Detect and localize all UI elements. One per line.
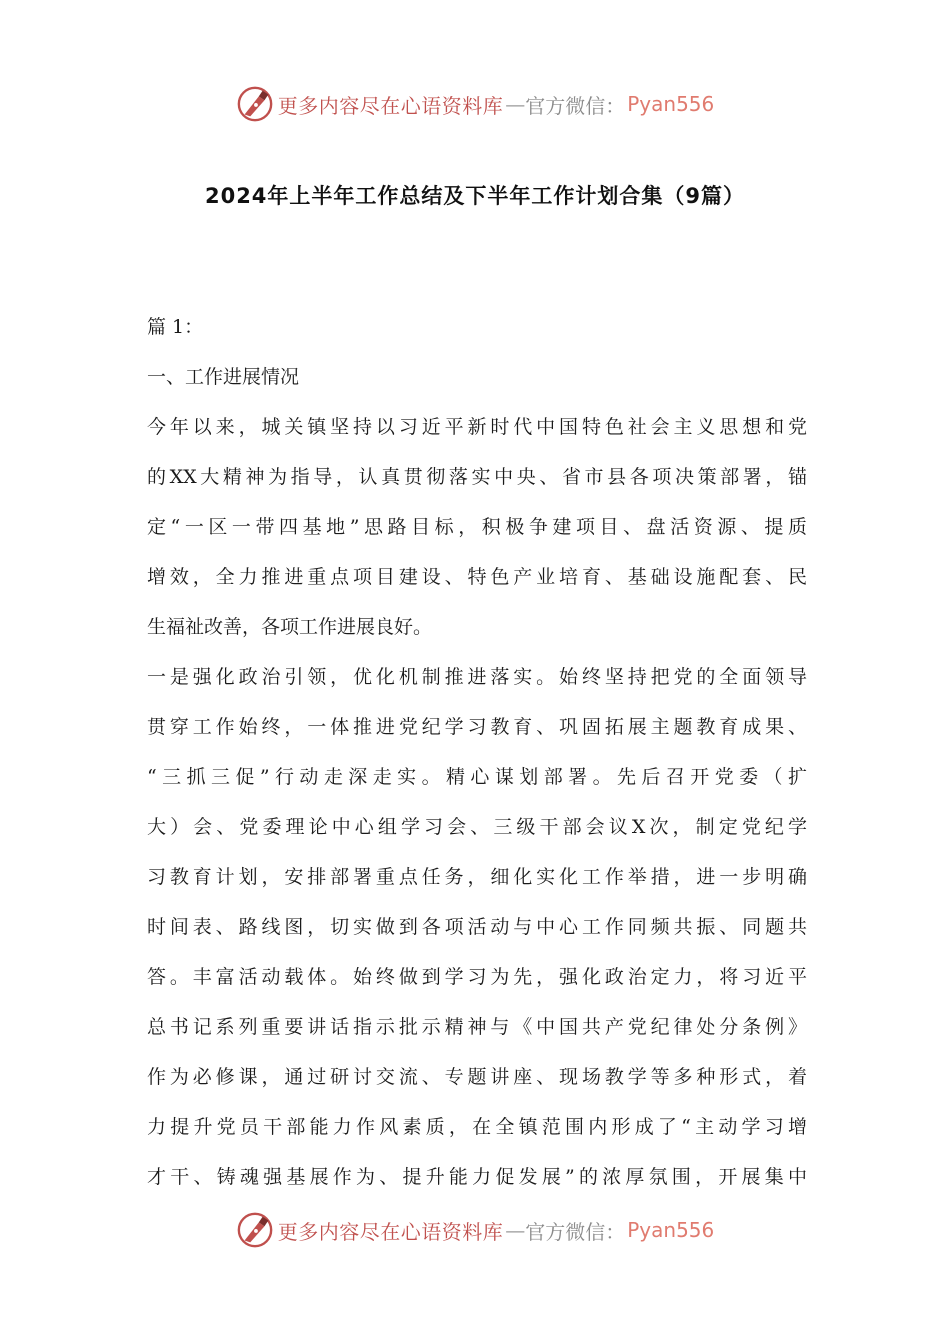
section-heading: 一、工作进展情况 [147,366,300,388]
body-line: 增效，全力推进重点项目建设、特色产业培育、基础设施配套、民 [147,566,807,588]
section-label: 篇 1： [147,316,204,338]
body-line: 生福祉改善，各项工作进展良好。 [147,616,433,638]
body-line: 一是强化政治引领，优化机制推进落实。始终坚持把党的全面领导 [147,666,807,688]
body-line: 的XX大精神为指导，认真贯彻落实中央、省市县各项决策部署，锚 [147,466,807,488]
body-line: 时间表、路线图，切实做到各项活动与中心工作同频共振、同题共 [147,916,807,938]
document-body [147,302,807,1202]
pen-nib-logo-icon [236,1211,274,1249]
document-title: 2024年上半年工作总结及下半年工作计划合集（9篇） [204,184,746,208]
pen-nib-logo-icon [236,85,274,123]
watermark-separator: — [505,1218,524,1242]
body-line: 贯穿工作始终，一体推进党纪学习教育、巩固拓展主题教育成果、 [147,716,807,738]
watermark-banner-top [0,84,950,124]
body-line: 力提升党员干部能力作风素质，在全镇范围内形成了“主动学习增 [147,1116,807,1138]
body-line: 大）会、党委理论中心组学习会、三级干部会议X次，制定党纪学 [147,816,807,838]
watermark-wechat-label: 官方微信： [525,1219,626,1244]
watermark-wechat-label: 官方微信： [525,93,626,118]
watermark-brand: 更多内容尽在心语资料库 [277,93,504,118]
body-line: 总书记系列重要讲话指示批示精神与《中国共产党纪律处分条例》 [147,1016,807,1038]
body-line: 答。丰富活动载体。始终做到学习为先，强化政治定力，将习近平 [147,966,807,988]
watermark-banner-bottom [0,1210,950,1250]
body-line: 作为必修课，通过研讨交流、专题讲座、现场教学等多种形式，着 [147,1066,807,1088]
body-line: 才干、铸魂强基展作为、提升能力促发展”的浓厚氛围，开展集中 [147,1166,807,1188]
watermark-brand: 更多内容尽在心语资料库 [277,1219,504,1244]
body-line: 定“一区一带四基地”思路目标，积极争建项目、盘活资源、提质 [147,516,807,538]
watermark-separator: — [505,92,524,116]
body-line: 习教育计划，安排部署重点任务，细化实化工作举措，进一步明确 [147,866,807,888]
body-line: “三抓三促”行动走深走实。精心谋划部署。先后召开党委（扩 [147,766,807,788]
body-line: 今年以来，城关镇坚持以习近平新时代中国特色社会主义思想和党 [147,416,807,438]
watermark-wechat-id: Pyan556 [627,1218,715,1242]
watermark-wechat-id: Pyan556 [627,92,715,116]
